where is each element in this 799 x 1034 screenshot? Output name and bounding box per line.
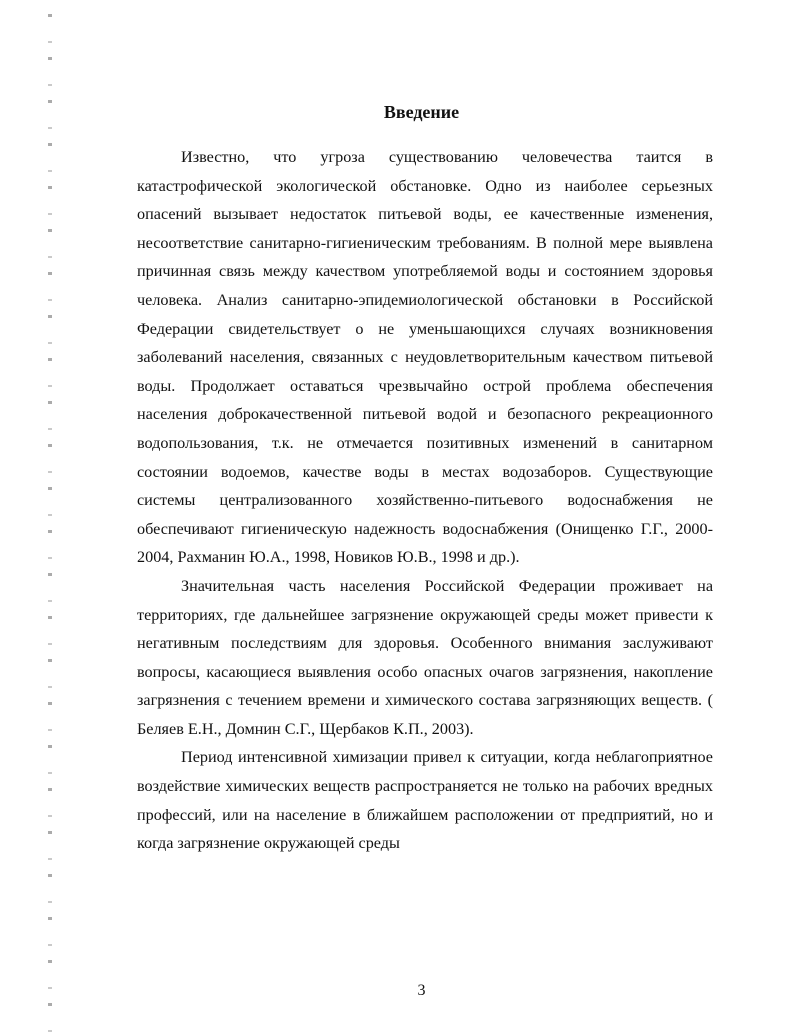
scan-binding-edge xyxy=(48,0,52,1034)
page-number: 3 xyxy=(417,982,426,999)
page-title: Введение xyxy=(383,102,460,123)
paragraph-3: Период интенсивной химизации привел к ситуации, когда неблагоприятное воздействие химических веществ распространяется не только на рабочих вредных профессий, или на население в ближайшем расположении от предприятий, но и когда загрязнение окружающей среды xyxy=(137,748,713,853)
paragraph-1: Известно, что угроза существованию человечества таится в катастрофической экологической обстановке. Одно из наиболее серьезных опасений вызывает недостаток питьевой воды, ее качественные изменения, несоответствие санитарно-гигиеническим требованиям. В полной мере выявлена причинная связь между качеством употребляемой воды и состоянием здоровья человека. Анализ санитарно-эпидемиологической обстановки в Российской Федерации свидетельствует о не уменьшающихся случаях возникновения заболеваний населения, связанных с неудовлетворительным качеством питьевой воды. Продолжает оставаться чрезвычайно острой проблема обеспечения населения доброкачественной питьевой водой и безопасного рекреационного водопользования, т.к. не отмечается позитивных изменений в санитарном состоянии водоемов, качестве воды в местах водозаборов. Существующие системы централизованного хозяйственно-питьевого водоснабжения не обеспечивают гигиеническую надежность водоснабжения (Онищенко Г.Г., 2000-2004, Рахманин Ю.А., 1998, Новиков Ю.В., 1998 и др.). xyxy=(137,148,713,567)
document-body xyxy=(137,143,713,858)
paragraph-2: Значительная часть населения Российской Федерации проживает на территориях, где дальнейшее загрязнение окружающей среды может привести к негативным последствиям для здоровья. Особенного внимания заслуживают вопросы, касающиеся выявления особо опасных очагов загрязнения, накопление загрязнения с течением времени и химического состава загрязняющих веществ. ( Беляев Е.Н., Домнин С.Г., Щербаков К.П., 2003). xyxy=(137,576,713,738)
